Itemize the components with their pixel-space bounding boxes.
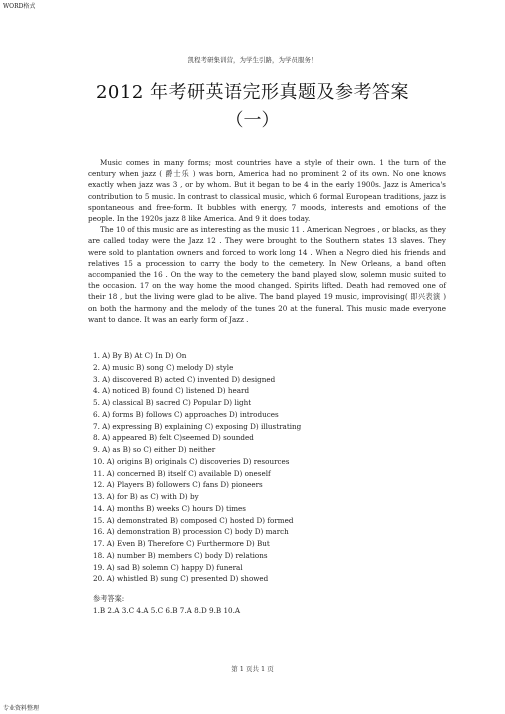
cloze-passage — [88, 157, 446, 325]
footer-tag: 专业资料整理 — [3, 705, 40, 712]
option-item: 15. A) demonstrated B) composed C) hosted D) formed — [93, 515, 294, 525]
option-item: 12. A) Players B) followers C) fans D) pioneers — [93, 480, 263, 490]
option-item: 14. A) months B) weeks C) hours D) times — [93, 503, 246, 513]
option-item: 8. A) appeared B) felt C)seemed D) sounded — [93, 433, 254, 443]
option-item: 11. A) concerned B) itself C) available D) oneself — [93, 468, 271, 478]
option-item: 7. A) expressing B) explaining C) exposing D) illustrating — [93, 421, 302, 431]
option-item: 13. A) for B) as C) with D) by — [93, 492, 199, 501]
option-item: 5. A) classical B) sacred C) Popular D) light — [93, 398, 252, 407]
answer-key-text: 1.B 2.A 3.C 4.A 5.C 6.B 7.A 8.D 9.B 10.A — [93, 606, 241, 615]
option-item: 20. A) whistled B) sung C) presented D) showed — [93, 574, 269, 584]
option-item: 19. A) sad B) solemn C) happy D) funeral — [93, 562, 243, 572]
page-number: 第 1 页共 1 页 — [231, 665, 274, 673]
option-item: 9. A) as B) so C) either D) neither — [93, 445, 216, 454]
option-item: 16. A) demonstration B) procession C) body D) march — [93, 527, 289, 537]
page-header-slogan: 凯程考研集训营，为学生引路，为学员服务！ — [187, 56, 318, 64]
document-subtitle: （一） — [225, 110, 280, 131]
option-item: 4. A) noticed B) found C) listened D) heard — [93, 386, 250, 396]
passage-paragraph-1: Music comes in many forms; most countries have a style of their own. 1 the turn of the century when jazz ( 爵士乐 ) was born, America had no prominent 2 of its own. No one knows exactly when jazz was 3 , or by whom. But it began to be 4 in the early 1900s. Jazz is America's contribution to 5 music. In contrast to classical music, which 6 formal European traditions, jazz is spontaneous and free-form. It bubbles with energy, 7 moods, interests and emotions of the people. In the 1920s jazz 8 like America. And 9 it does today. — [88, 158, 446, 224]
option-item: 2. A) music B) song C) melody D) style — [93, 362, 234, 372]
answer-key-label: 参考答案: — [93, 594, 125, 603]
option-item: 3. A) discovered B) acted C) invented D) designed — [93, 374, 276, 384]
document-title: 2012 年考研英语完形真题及参考答案 — [95, 82, 410, 103]
option-item: 6. A) forms B) follows C) approaches D) introduces — [93, 409, 279, 419]
option-item: 18. A) number B) members C) body D) relations — [93, 550, 268, 560]
option-item: 1. A) By B) At C) In D) On — [93, 351, 187, 360]
answer-options-list — [93, 350, 301, 585]
passage-paragraph-2: The 10 of this music are as interesting as the music 11 . American Negroes , or blacks, as they are called today were the Jazz 12 . They were brought to the Southern states 13 slaves. They were sold to plantation owners and forced to work long 14 . When a Negro died his friends and relatives 15 a procession to carry the body to the cemetery. In New Orleans, a band often accompanied the 16 . On the way to the cemetery the band played slow, solemn music suited to the occasion. 17 on the way home the mood changed. Spirits lifted. Death had removed one of their 18 , but the living were glad to be alive. The band played 19 music, improvising( 即兴表演 ) on both the harmony and the melody of the tunes 20 at the funeral. This music made everyone want to dance. It was an early form of Jazz . — [88, 225, 446, 324]
option-item: 10. A) origins B) originals C) discoveries D) resources — [93, 456, 290, 466]
document-format-tag: WORD格式 — [3, 3, 36, 10]
option-item: 17. A) Even B) Therefore C) Furthermore D) But — [93, 539, 270, 548]
